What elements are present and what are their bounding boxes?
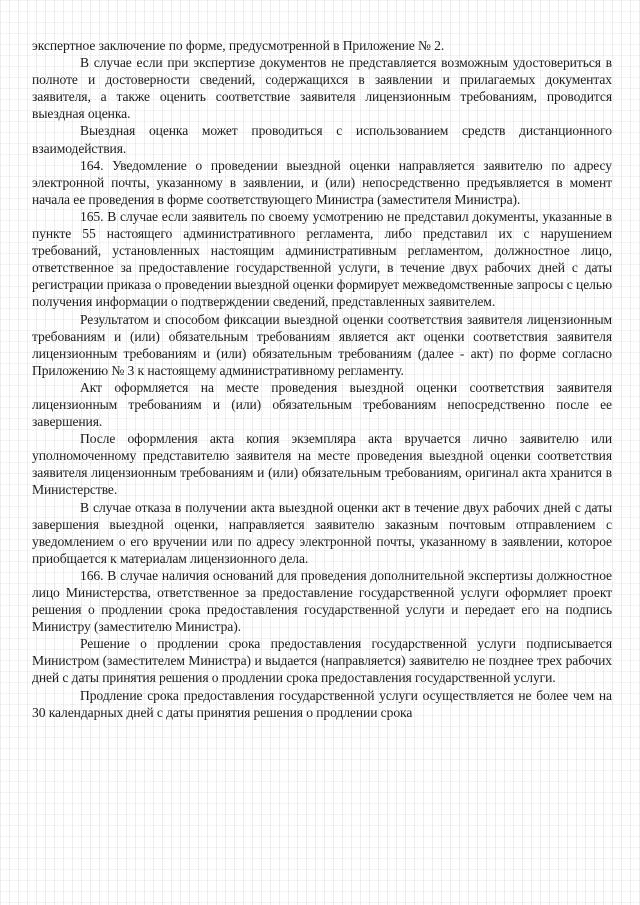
paragraph-onsite-assessment-condition: В случае если при экспертизе документов не представляется возможным удостовериться в полноте и достоверности сведений, содержащихся в заявлении и прилагаемых документах заявителя, а также оценить соответствие заявителя лицензионным требованиям, проводится выездная оценка.	[32, 55, 612, 122]
document-body	[32, 37, 612, 721]
paragraph-extension-decision: Решение о продлении срока предоставления государственной услуги подписывается Министром (заместителем Министра) и выдается (направляется) заявителю не позднее трех рабочих дней с даты принятия решения о продлении срока предоставления государственной услуги.	[32, 636, 612, 686]
paragraph-assessment-result: Результатом и способом фиксации выездной оценки соответствия заявителя лицензионным требованиям и (или) обязательным требованиям является акт оценки соответствия заявителя лицензионным требованиям и (или) обязательным требованиям (далее - акт) по форме согласно Приложению № 3 к настоящему административному регламенту.	[32, 311, 612, 378]
paragraph-act-delivery: После оформления акта копия экземпляра акта вручается лично заявителю или уполномоченному представителю заявителя на месте проведения выездной оценки соответствия заявителя лицензионным требованиям и (или) обязательным требованиям, оригинал акта хранится в Министерстве.	[32, 431, 612, 498]
paragraph-extension-limit: Продление срока предоставления государственной услуги осуществляется не более чем на 30 календарных дней с даты принятия решения о продлении срока	[32, 687, 612, 720]
paragraph-act-drafting: Акт оформляется на месте проведения выездной оценки соответствия заявителя лицензионным требованиям и (или) обязательным требованиям непосредственно после ее завершения.	[32, 379, 612, 430]
paragraph-item-166: 166. В случае наличия оснований для проведения дополнительной экспертизы должностное лицо Министерства, ответственное за предоставление государственной услуги оформляет проект решения о продлении срока предоставления государственной услуги и передает его на подпись Министру (заместителю Министра).	[32, 567, 612, 635]
paragraph-item-164: 164. Уведомление о проведении выездной оценки направляется заявителю по адресу электронной почты, указанному в заявлении, и (или) непосредственно предъявляется в момент начала ее проведения в форме соответствующего Министра (заместителя Министра).	[32, 157, 612, 207]
paragraph-expert-conclusion: экспертное заключение по форме, предусмотренной в Приложение № 2.	[32, 38, 445, 53]
paragraph-act-refusal: В случае отказа в получении акта выездной оценки акт в течение двух рабочих дней с даты завершения выездной оценки, направляется заявителю заказным почтовым отправлением с уведомлением о его вручении или по адресу электронной почты, указанному в заявлении, которое приобщается к материалам лицензионного дела.	[32, 499, 612, 566]
paragraph-remote-assessment: Выездная оценка может проводиться с использованием средств дистанционного взаимодействия.	[32, 123, 612, 156]
paragraph-item-165: 165. В случае если заявитель по своему усмотрению не представил документы, указанные в пункте 55 настоящего административного регламента, либо представил их с нарушением требований, установленных настоящим административным регламентом, должностное лицо, ответственное за предоставление государственной услуги, в течение двух рабочих дней с даты регистрации приказа о проведении выездной оценки формирует межведомственные запросы с целью получения информации о подтверждении сведений, представленных заявителем.	[32, 208, 612, 310]
